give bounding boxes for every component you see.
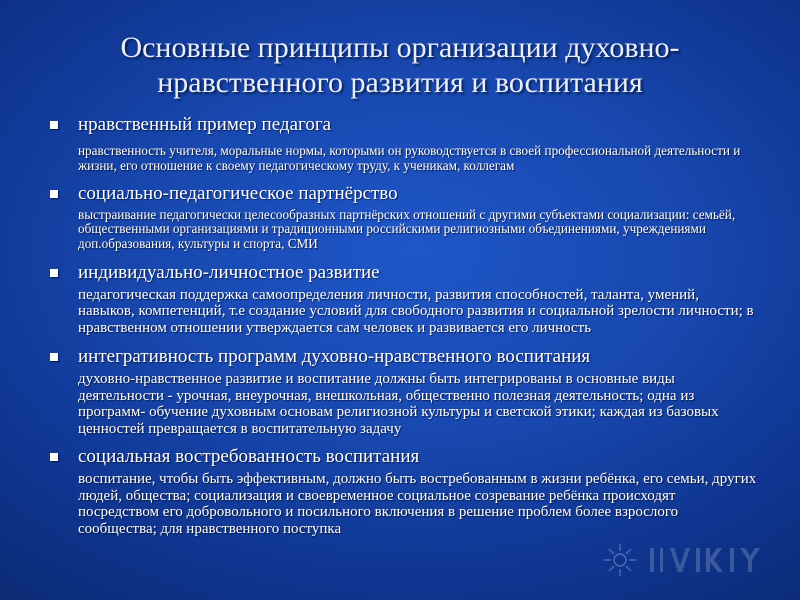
principle-heading bbox=[46, 183, 758, 205]
principle-heading bbox=[46, 262, 758, 284]
principle-description: нравственность учителя, моральные нормы, которыми он руководствуется в своей профессиональной деятельности и жизни, его отношение к своему педагогическому труду, к ученикам, коллегам bbox=[78, 143, 741, 173]
principle-heading bbox=[46, 346, 758, 368]
title-line-1: Основные принципы организации духовно- bbox=[120, 31, 680, 64]
principle-heading-text: социальная востребованность воспитания bbox=[78, 446, 420, 468]
page-title bbox=[60, 30, 740, 100]
watermark-logo-icon bbox=[598, 536, 768, 584]
principle-description: выстраивание педагогически целесообразных партнёрских отношений с другими субъектами социализации: семьёй, общественными организациями и традиционными российскими религиозными объединениями, учреждениями доп.образования, культуры и спорта, СМИ bbox=[78, 206, 736, 252]
list-item bbox=[46, 346, 758, 437]
principle-description: воспитание, чтобы быть эффективным, должно быть востребованным в жизни ребёнка, его семьи, других людей, общества; социализация и своевременное социальное созревание ребёнка происходят посредством его добровольного и посильного включения в решение проблем более взрослого сообщества; для нравственного поступка bbox=[78, 471, 757, 537]
square-bullet-icon bbox=[50, 190, 58, 198]
principles-list bbox=[46, 114, 758, 537]
list-item bbox=[46, 262, 758, 337]
title-line-2: нравственного развития и воспитания bbox=[157, 66, 643, 99]
principle-heading-text: индивидуально-личностное развитие bbox=[78, 261, 380, 283]
square-bullet-icon bbox=[50, 121, 58, 129]
square-bullet-icon bbox=[50, 453, 58, 461]
square-bullet-icon bbox=[50, 353, 58, 361]
principle-description: духовно-нравственное развитие и воспитание должны быть интегрированы в основные виды деятельности - урочная, внеурочная, внешкольная, общественно полезная деятельность; одна из программ- обучение духовным основам религиозной культуры и светской этики; каждая из базовых ценностей превращается в воспитательную задачу bbox=[78, 371, 719, 437]
principle-heading-text: интегративность программ духовно-нравственного воспитания bbox=[78, 346, 591, 368]
principle-heading-text: социально-педагогическое партнёрство bbox=[78, 182, 398, 204]
principle-heading-text: нравственный пример педагога bbox=[78, 114, 332, 135]
principle-description: педагогическая поддержка самоопределения личности, развития способностей, таланта, умений, навыков, компетенций, т.е создание условий для свободного развития и социальной зрелости личности; в нравственном отношении утверждается сам человек и развивается его личность bbox=[78, 286, 754, 336]
principle-heading bbox=[46, 446, 758, 468]
list-item bbox=[46, 446, 758, 537]
square-bullet-icon bbox=[50, 269, 58, 277]
list-item bbox=[46, 114, 758, 174]
list-item bbox=[46, 183, 758, 252]
principle-heading bbox=[46, 114, 758, 136]
